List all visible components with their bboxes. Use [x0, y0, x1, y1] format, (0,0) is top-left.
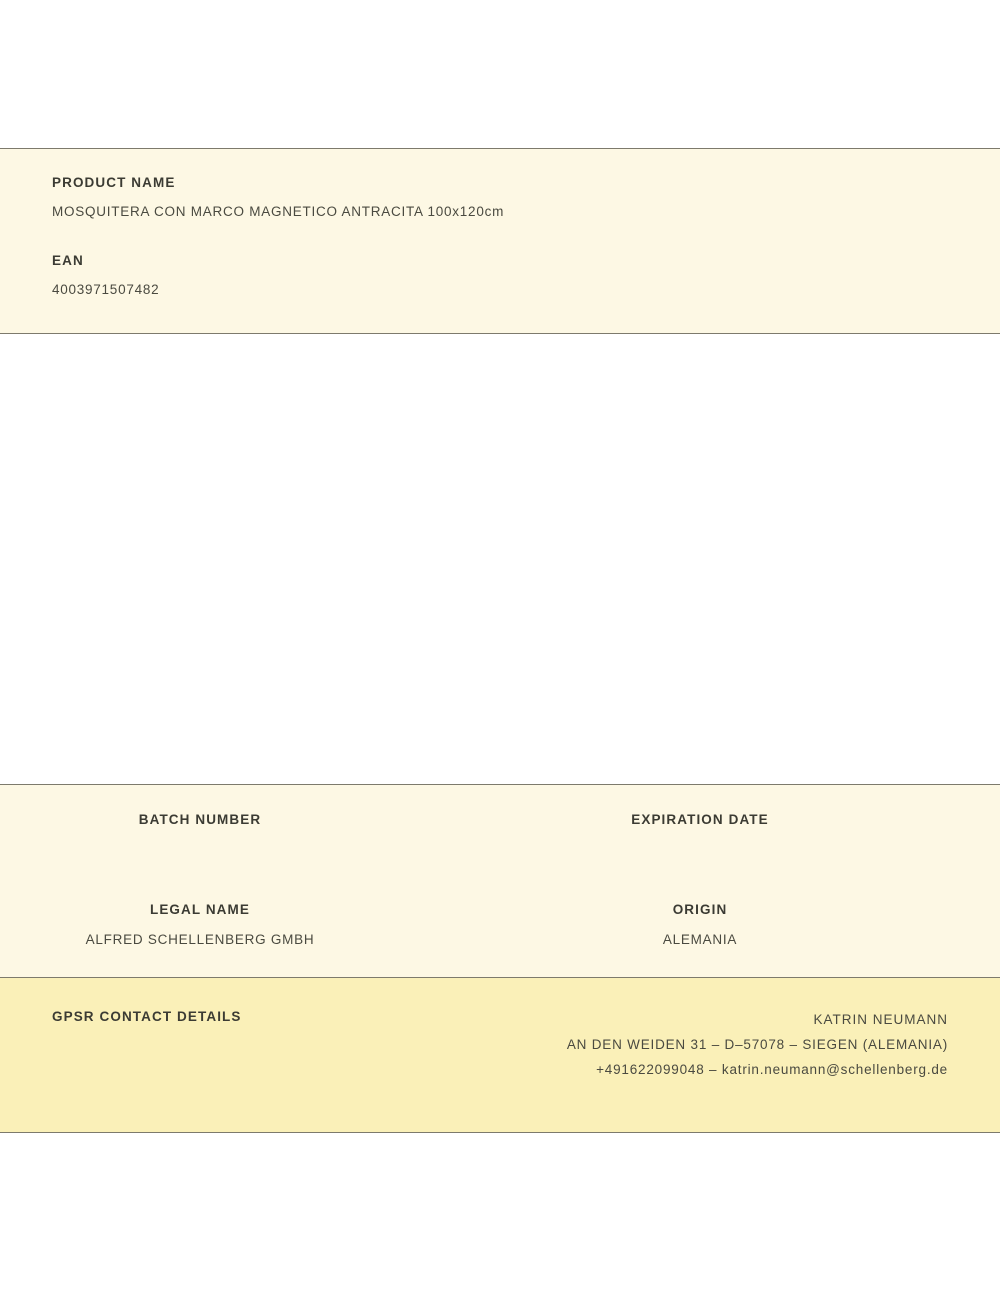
gpsr-contact-lines — [567, 1008, 948, 1083]
ean-label: EAN — [52, 252, 84, 268]
gpsr-contact-block — [0, 978, 1000, 1133]
product-name-label: PRODUCT NAME — [52, 175, 176, 190]
gpsr-contact-name: KATRIN NEUMANN — [813, 1012, 948, 1027]
batch-legal-block — [0, 784, 1000, 978]
top-margin — [0, 0, 1000, 148]
expiration-date-label: EXPIRATION DATE — [631, 812, 769, 827]
gpsr-address: AN DEN WEIDEN 31 – D–57078 – SIEGEN (ALEMANIA) — [566, 1036, 948, 1052]
ean-value: 4003971507482 — [52, 281, 160, 297]
product-info-block — [0, 148, 1000, 334]
origin-gap — [500, 918, 900, 931]
legal-name-value: ALFRED SCHELLENBERG GMBH — [85, 932, 315, 948]
gpsr-contact-label: GPSR CONTACT DETAILS — [52, 1009, 242, 1024]
origin-value: ALEMANIA — [662, 932, 738, 948]
origin-cell — [500, 901, 1000, 949]
gpsr-phone-email: +491622099048 – katrin.neumann@schellenberg.de — [596, 1061, 948, 1077]
info-row-spacer — [0, 846, 1000, 901]
legal-name-gap — [0, 918, 400, 931]
expiration-date-cell — [500, 811, 1000, 846]
blank-content-area — [0, 334, 1000, 784]
batch-expiration-row — [0, 811, 1000, 846]
legal-name-cell — [0, 901, 500, 949]
batch-number-label: BATCH NUMBER — [138, 812, 262, 827]
batch-number-value — [0, 829, 400, 846]
product-name-value: MOSQUITERA CON MARCO MAGNETICO ANTRACITA 100x120cm — [52, 204, 505, 220]
legal-name-label: LEGAL NAME — [149, 901, 250, 917]
field-spacer — [52, 221, 948, 253]
legal-origin-row — [0, 901, 1000, 949]
batch-number-cell — [0, 811, 500, 846]
expiration-date-value — [500, 829, 900, 846]
origin-label: ORIGIN — [672, 901, 728, 917]
